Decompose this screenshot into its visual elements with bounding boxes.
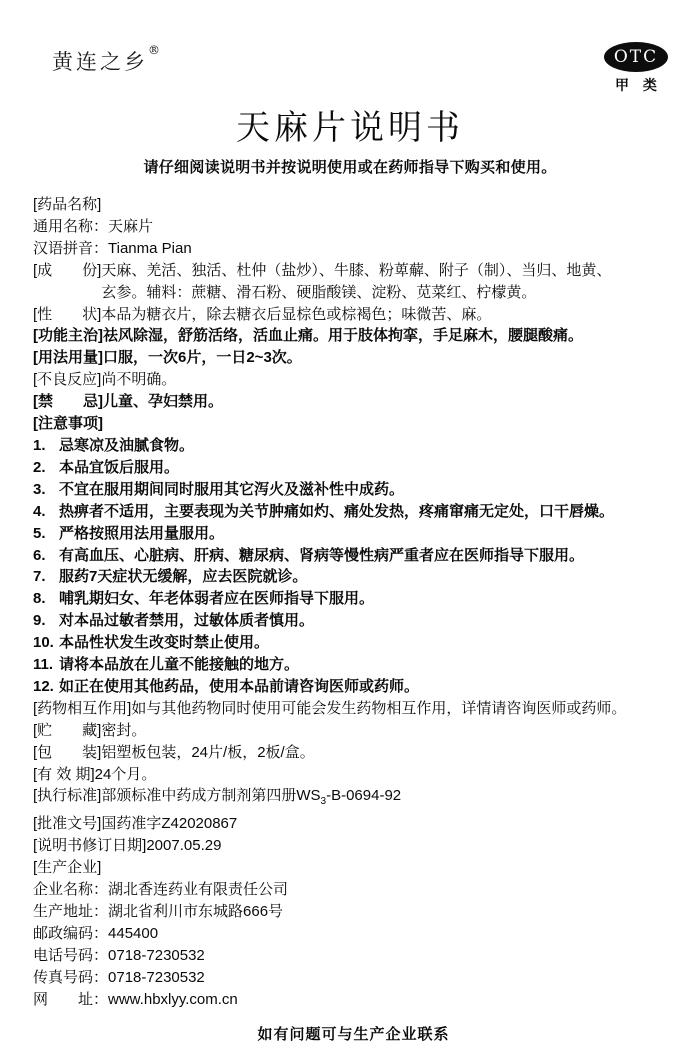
field-approval-number xyxy=(33,813,674,835)
revision-date-value: 2007.05.29 xyxy=(146,837,222,855)
precaution-number: 12. xyxy=(33,677,54,695)
precaution-number: 9. xyxy=(33,612,46,630)
brand-logo xyxy=(52,43,160,76)
precaution-text: 热痹者不适用，主要表现为关节肿痛如灼、痛处发热，疼痛窜痛无定处，口干唇燥。 xyxy=(59,502,615,520)
leaflet-body xyxy=(0,177,700,1045)
field-zip-code xyxy=(33,923,674,945)
precaution-item-10 xyxy=(33,632,674,654)
precaution-item-8 xyxy=(33,588,674,610)
approval-number-value: 国药准字Z42020867 xyxy=(101,815,238,833)
indication-value: 祛风除湿，舒筋活络，活血止痛。用于肢体拘挛，手足麻木，腰腿酸痛。 xyxy=(103,327,584,345)
field-revision-date xyxy=(33,835,674,857)
adverse-reactions-value: 尚不明确。 xyxy=(101,371,177,389)
precaution-text: 有高血压、心脏病、肝病、糖尿病、肾病等慢性病严重者应在医师指导下服用。 xyxy=(59,546,585,564)
field-drug-interaction xyxy=(33,698,674,720)
ingredients-value xyxy=(101,260,674,304)
precaution-number: 2. xyxy=(33,458,46,476)
precaution-text: 本品性状发生改变时禁止使用。 xyxy=(59,634,270,652)
address-value: 湖北省利川市东城路666号 xyxy=(108,903,284,920)
adverse-reactions-label: [不良反应] xyxy=(33,371,102,389)
read-instructions-notice: 请仔细阅读说明书并按说明使用或在药师指导下购买和使用。 xyxy=(143,159,557,176)
section-drug-name-header xyxy=(33,194,674,216)
field-ingredients xyxy=(33,260,674,304)
precaution-number: 1. xyxy=(33,436,46,454)
drug-interaction-label: [药物相互作用] xyxy=(33,699,132,717)
precaution-number: 3. xyxy=(33,480,46,498)
standard-code: -B-0694-92 xyxy=(326,787,402,805)
precaution-item-7 xyxy=(33,566,674,588)
precaution-item-9 xyxy=(33,610,674,632)
standard-subscript: 3 xyxy=(320,796,327,808)
ingredients-line1: 天麻、羌活、独活、杜仲（盐炒）、牛膝、粉萆薢、附子（制）、当归、地黄、 xyxy=(101,261,612,279)
precaution-item-3 xyxy=(33,479,674,501)
precaution-text: 不宜在服用期间同时服用其它泻火及滋补性中成药。 xyxy=(59,480,405,498)
page-title: 天麻片说明书 xyxy=(236,108,464,148)
field-website xyxy=(33,989,674,1011)
precaution-text: 服药7天症状无缓解，应去医院就诊。 xyxy=(59,568,308,586)
standard-label: [执行标准] xyxy=(33,787,102,805)
field-package xyxy=(33,742,674,764)
ingredients-line2: 玄参。辅料：蔗糖、滑石粉、硬脂酸镁、淀粉、苋菜红、柠檬黄。 xyxy=(101,283,537,301)
field-character xyxy=(33,304,674,326)
precaution-text: 忌寒凉及油腻食物。 xyxy=(59,436,195,454)
company-name-label: 企业名称： xyxy=(33,881,109,899)
field-dosage xyxy=(33,347,674,369)
precaution-number: 6. xyxy=(33,546,46,564)
phone-value: 0718-7230532 xyxy=(108,946,205,964)
approval-number-label: [批准文号] xyxy=(33,815,102,833)
revision-date-label: [说明书修订日期] xyxy=(33,837,147,855)
precaution-item-4 xyxy=(33,501,674,523)
dosage-label: [用法用量] xyxy=(33,349,103,367)
contact-manufacturer-notice: 如有问题可与生产企业联系 xyxy=(257,1025,450,1043)
ingredients-label: [成 份] xyxy=(33,261,102,279)
package-label: [包 装] xyxy=(33,743,102,761)
field-phone xyxy=(33,945,674,967)
field-adverse-reactions xyxy=(33,369,674,391)
section-precautions-header xyxy=(33,413,674,435)
drug-interaction-value: 如与其他药物同时使用可能会发生药物相互作用，详情请咨询医师或药师。 xyxy=(131,699,627,717)
page-header xyxy=(0,0,700,95)
validity-value: 24个月。 xyxy=(94,765,157,783)
precaution-number: 7. xyxy=(33,568,46,586)
precaution-text: 哺乳期妇女、年老体弱者应在医师指导下服用。 xyxy=(59,590,375,608)
brand-name: 黄连之乡 xyxy=(52,50,148,74)
field-validity xyxy=(33,764,674,786)
registered-trademark-icon: ® xyxy=(148,43,160,57)
website-label: 网 址： xyxy=(33,990,109,1008)
zip-code-value: 445400 xyxy=(108,924,159,942)
character-value: 本品为糖衣片，除去糖衣后显棕色或棕褐色；味微苦、麻。 xyxy=(101,305,492,323)
pinyin-value: Tianma Pian xyxy=(108,239,192,257)
validity-label: [有 效 期] xyxy=(33,765,95,783)
drug-name-header-label: [药品名称] xyxy=(33,196,102,213)
standard-value xyxy=(101,785,674,813)
precaution-item-11 xyxy=(33,654,674,676)
field-storage xyxy=(33,720,674,742)
precaution-text: 如正在使用其他药品，使用本品前请咨询医师或药师。 xyxy=(59,677,420,695)
field-generic-name xyxy=(33,216,674,238)
contraindication-label: [禁 忌] xyxy=(33,393,103,411)
precaution-text: 严格按照用法用量服用。 xyxy=(59,524,225,542)
precaution-text: 本品宜饭后服用。 xyxy=(59,458,180,476)
contraindication-value: 儿童、孕妇禁用。 xyxy=(103,393,224,411)
pinyin-label: 汉语拼音： xyxy=(33,239,109,257)
storage-value: 密封。 xyxy=(101,721,147,739)
precautions-header-label: [注意事项] xyxy=(33,415,103,433)
otc-icon: OTC xyxy=(604,42,668,72)
section-manufacturer-header xyxy=(33,857,674,879)
generic-name-value: 天麻片 xyxy=(108,217,154,235)
dosage-value: 口服，一次6片，一日2~3次。 xyxy=(103,349,302,367)
standard-text: 部颁标准中药成方制剂第四册WS xyxy=(101,787,321,805)
address-label: 生产地址： xyxy=(33,903,109,920)
zip-code-label: 邮政编码： xyxy=(33,924,109,942)
fax-value: 0718-7230532 xyxy=(108,968,205,986)
otc-class-label: 甲 类 xyxy=(615,77,662,93)
field-standard xyxy=(33,785,674,813)
precaution-number: 8. xyxy=(33,590,46,608)
generic-name-label: 通用名称： xyxy=(33,217,109,235)
field-pinyin xyxy=(33,238,674,260)
storage-label: [贮 藏] xyxy=(33,721,102,739)
company-name-value: 湖北香连药业有限责任公司 xyxy=(108,881,289,899)
manufacturer-header-label: [生产企业] xyxy=(33,859,102,877)
field-company-name xyxy=(33,879,674,901)
otc-badge xyxy=(604,42,668,95)
field-fax xyxy=(33,967,674,989)
phone-label: 电话号码： xyxy=(33,946,109,964)
character-label: [性 状] xyxy=(33,305,102,323)
precaution-text: 请将本品放在儿童不能接触的地方。 xyxy=(59,656,300,674)
precaution-item-6 xyxy=(33,545,674,567)
precaution-item-1 xyxy=(33,435,674,457)
field-indication xyxy=(33,325,674,347)
precaution-item-2 xyxy=(33,457,674,479)
precaution-item-12 xyxy=(33,676,674,698)
precaution-number: 4. xyxy=(33,502,46,520)
indication-label: [功能主治] xyxy=(33,327,103,345)
precaution-number: 5. xyxy=(33,524,46,542)
precaution-text: 对本品过敏者禁用，过敏体质者慎用。 xyxy=(59,612,315,630)
website-value: www.hbxlyy.com.cn xyxy=(108,990,238,1008)
precaution-item-5 xyxy=(33,523,674,545)
field-contraindication xyxy=(33,391,674,413)
precaution-number: 10. xyxy=(33,634,54,652)
field-address xyxy=(33,901,674,923)
precaution-number: 11. xyxy=(33,656,54,674)
package-value: 铝塑板包装，24片/板，2板/盒。 xyxy=(101,743,315,761)
fax-label: 传真号码： xyxy=(33,968,109,986)
